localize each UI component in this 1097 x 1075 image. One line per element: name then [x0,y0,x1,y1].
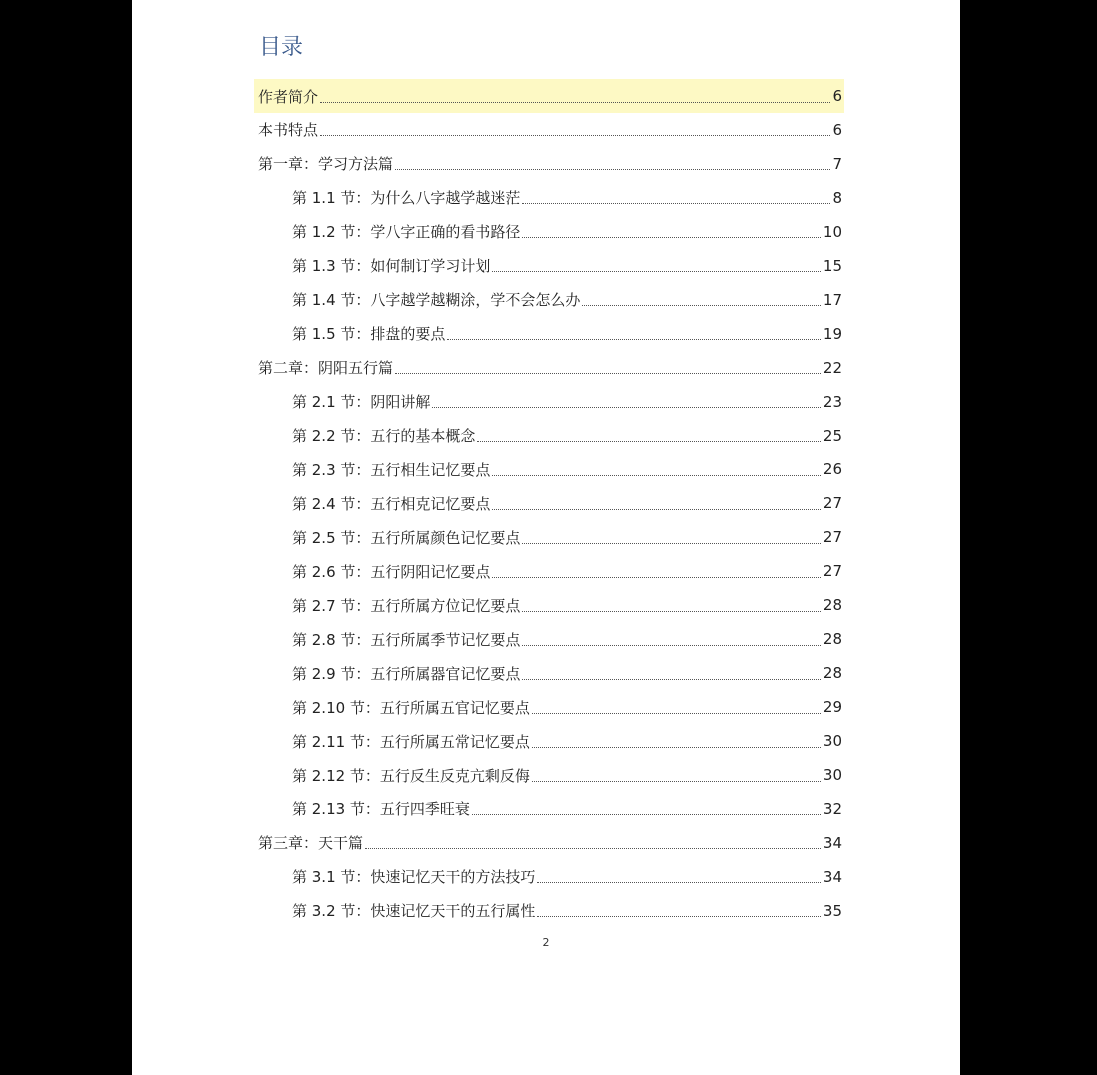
toc-entry-page: 34 [822,867,842,886]
toc-dot-leader [492,509,821,510]
toc-entry-title: 第 1.2 节：学八字正确的看书路径 [292,223,521,242]
toc-entry-title: 第二章：阴阳五行篇 [258,359,394,378]
toc-entry-title: 第 2.8 节：五行所属季节记忆要点 [292,630,521,649]
toc-entry[interactable] [254,520,844,554]
toc-entry[interactable] [254,894,844,928]
toc-dot-leader [522,679,821,680]
toc-dot-leader [365,848,821,849]
toc-entry[interactable] [254,215,844,249]
toc-entry[interactable] [254,724,844,758]
toc-dot-leader [532,781,821,782]
toc-dot-leader [522,543,821,544]
toc-entry-title: 第 2.10 节：五行所属五官记忆要点 [292,698,530,717]
toc-entry-page: 26 [822,460,842,479]
toc-entry[interactable] [254,79,844,113]
toc-entry[interactable] [254,283,844,317]
toc-entry-title: 第 2.6 节：五行阴阳记忆要点 [292,562,491,581]
toc-entry-title: 第 1.4 节：八字越学越糊涂，学不会怎么办 [292,291,581,310]
toc-entry-title: 第 2.11 节：五行所属五常记忆要点 [292,732,530,751]
toc-entry-page: 28 [822,596,842,615]
toc-entry[interactable] [254,452,844,486]
toc-entry-page: 28 [822,664,842,683]
page-number: 2 [542,936,550,949]
toc-dot-leader [492,475,821,476]
toc-entry-page: 30 [822,766,842,784]
toc-dot-leader [447,339,821,340]
toc-entry[interactable] [254,317,844,351]
toc-dot-leader [582,305,821,306]
toc-dot-leader [472,814,821,815]
toc-entry-title: 第 2.12 节：五行反生反克亢剩反侮 [292,766,530,785]
toc-entry-title: 第 1.1 节：为什么八字越学越迷茫 [292,189,521,208]
toc-entry-page: 29 [822,698,842,717]
toc-entry-title: 第 2.2 节：五行的基本概念 [292,427,476,445]
toc-entry-title: 本书特点 [258,121,319,140]
toc-entry[interactable] [254,113,844,147]
toc-entry[interactable] [254,622,844,656]
toc-dot-leader [320,135,830,136]
document-page [132,0,960,1075]
toc-dot-leader [320,102,830,103]
toc-entry-page: 6 [832,87,842,105]
toc-entry-title: 第 2.7 节：五行所属方位记忆要点 [292,596,521,615]
toc-entry[interactable] [254,554,844,588]
toc-entry[interactable] [254,656,844,690]
toc-entry-title: 第 3.1 节：快速记忆天干的方法技巧 [292,868,536,887]
toc-dot-leader [522,203,830,204]
toc-entry-title: 第 3.2 节：快速记忆天干的五行属性 [292,902,536,921]
toc-entry[interactable] [254,351,844,385]
toc-entry[interactable] [254,181,844,215]
toc-entry[interactable] [254,385,844,419]
toc-entry-page: 23 [822,392,842,411]
toc-entry[interactable] [254,758,844,792]
toc-entry-page: 27 [822,494,842,513]
toc-entry-page: 10 [822,222,842,241]
toc-dot-leader [492,271,821,272]
toc-entry-page: 35 [822,901,842,920]
toc-entry-page: 15 [822,256,842,275]
toc-entry[interactable] [254,792,844,826]
toc-entry[interactable] [254,486,844,520]
toc-entry-title: 第 1.5 节：排盘的要点 [292,325,446,344]
toc-title: 目录 [259,35,304,60]
toc-entry[interactable] [254,249,844,283]
toc-dot-leader [532,747,821,748]
toc-dot-leader [537,916,821,917]
toc-entry-title: 第 2.5 节：五行所属颜色记忆要点 [292,528,521,547]
toc-entry-page: 28 [822,630,842,649]
toc-entry-title: 第三章：天干篇 [258,834,364,853]
toc-entry-page: 30 [822,732,842,751]
toc-dot-leader [395,169,830,170]
toc-entry-page: 34 [822,833,842,852]
toc-dot-leader [522,645,821,646]
toc-entry-page: 22 [822,358,842,377]
toc-entry-page: 27 [822,528,842,547]
toc-entry-page: 19 [822,324,842,343]
toc-entry[interactable] [254,860,844,894]
toc-dot-leader [395,373,821,374]
toc-entry-title: 作者简介 [258,87,319,106]
toc-entry-page: 8 [832,188,842,207]
toc-entry-page: 27 [822,562,842,581]
toc-dot-leader [477,441,821,442]
toc-dot-leader [522,237,821,238]
toc-entry[interactable] [254,826,844,860]
toc-dot-leader [537,882,821,883]
toc-dot-leader [432,407,821,408]
toc-entry-title: 第 2.3 节：五行相生记忆要点 [292,460,491,479]
toc-entry[interactable] [254,147,844,181]
toc-entry-page: 32 [822,799,842,818]
toc-entry-title: 第 2.9 节：五行所属器官记忆要点 [292,664,521,683]
toc-entry-page: 17 [822,290,842,309]
toc-entry-title: 第 2.4 节：五行相克记忆要点 [292,494,491,513]
toc-entry-page: 7 [832,154,842,173]
toc-entry[interactable] [254,690,844,724]
toc-entry[interactable] [254,588,844,622]
toc-entry-title: 第 2.13 节：五行四季旺衰 [292,800,470,819]
toc-entry-page: 25 [822,426,842,445]
toc-entry-title: 第 2.1 节：阴阳讲解 [292,393,431,412]
toc-entry-page: 6 [832,120,842,139]
toc-dot-leader [532,713,821,714]
toc-entry-title: 第 1.3 节：如何制订学习计划 [292,257,491,276]
toc-dot-leader [522,611,821,612]
toc-entry[interactable] [254,419,844,453]
toc-entry-title: 第一章：学习方法篇 [258,155,394,174]
toc-dot-leader [492,577,821,578]
